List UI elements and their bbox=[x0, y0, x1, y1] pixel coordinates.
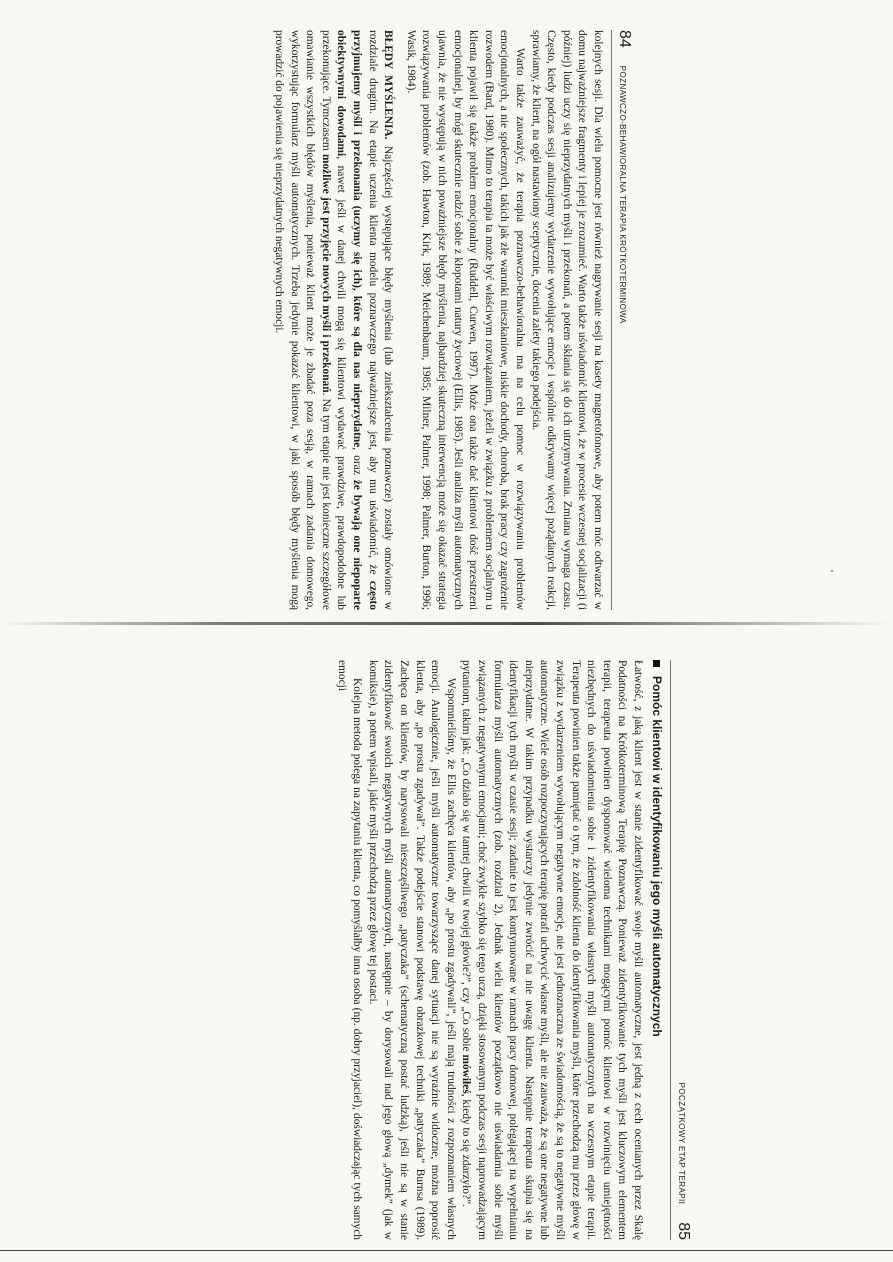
paragraph: kolejnych sesji. Dla wielu pomocne jest również nagrywanie sesji na kasety magnetofonowe, aby potem móc odtwarzać w domu najważniejsze fragmenty i lepiej je zrozumieć. Warto także uświadomić klientowi, że w procesie wczesnej socjalizacji (i później) ludzi uczy się nieprzydatnych myśli i przekonań, a potem skłania się do ich utrzymywania. Zmiana wymaga czasu. Często, kiedy podczas sesji analizujemy wydarzenie wywołujące emocje i wspólnie odkrywamy więcej pożądanych reakcji, sprawiamy, że klient, na ogół nastawiony sceptycznie, docenia zalety takiego podejścia. bbox=[529, 30, 604, 610]
scan-speck bbox=[831, 570, 833, 572]
text-run: . Na tym etapie nie jest konieczne szczegółowe omawianie wszystkich błędów myślenia, ponieważ klient może je zbadać poza sesją, w ramach zadania domowego, wykorzystując formularz myśli automatycznych. Trzeba jedynie pokazać klientowi, w jaki sposób błędy myślenia mogą prowadzić do pojawienia się nieprzydatnych negatywnych emocji. bbox=[273, 30, 332, 610]
page-body bbox=[333, 660, 664, 1240]
page-header bbox=[611, 30, 633, 610]
page-header bbox=[670, 660, 692, 1240]
bold-run: mówiłeś bbox=[460, 1054, 473, 1094]
section-title: Pomóc klientowi w identyfikowaniu jego myśli automatycznych bbox=[650, 676, 664, 1037]
scan-edge-line bbox=[0, 1250, 893, 1251]
text-run: Łatwość, z jaką klient jest w stanie zidentyfikować swoje myśli automatyczne, jest jedną z cech ocenianych przez Skalę Podatności na Krótkoterminową Terapię Poznawczą. Ponieważ zidentyfikowanie tych myśli jest kluczowym elementem terapii, terapeuta powinien dysponować wieloma technikami mogącymi pomóc klientowi w rozwinięciu umiejętności niezbędnych do uświadomienia sobie i zidentyfikowania własnych myśli automatycznych na wczesnym etapie terapii. Terapeuta powinien także pamiętać o tym, że zdolność klienta do identyfikowania myśli, które przechodzą mu przez głowę w związku z wydarzeniem wywołującym negatywne emocje, nie jest jednoznaczna ze świadomością, że są to negatywne myśli automatyczne. Wiele osób rozpoczynających terapię potrafi uchwycić własne myśli, ale nie zauważa, że są one negatywne lub nieprzydatne. W takim przypadku wystarczy jedynie zwrócić na nie uwagę klienta. Następnie terapeuta skupia się na identyfikacji tych myśli w czasie sesji; zadanie to jest kontynuowane w ramach pracy domowej, polegającej na wypełnianiu formularza myśli automatycznych (zob. rozdział 2). Jednak wielu klientów początkowo nie uświadamia sobie myśli związanych z negatywnymi emocjami; choć zwykle szybko się tego uczą, dzięki stosowanym podczas sesji naprowadzającym pytaniom, takim jak: „Co działo się w tamtej chwili w twojej głowie?”, czy „Co sobie bbox=[460, 660, 644, 1240]
bold-run: możliwe jest przyjęcie nowych myśli i przekonań bbox=[319, 153, 332, 393]
page-body bbox=[271, 30, 605, 610]
page-number: 85 bbox=[675, 1222, 692, 1240]
paragraph: Kolejna metoda polega na zapytaniu klienta, co pomyślałby inna osoba (np. dobry przyjaciel), doświadczając tych samych emocji bbox=[335, 660, 364, 1240]
page-number: 84 bbox=[616, 30, 633, 48]
errors-paragraph bbox=[271, 30, 396, 610]
text-run: , nawet jeśli w danej chwili mogą się klientowi wydawać prawdziwe, prawdopodobne lub przekonujące. Tymczasem bbox=[319, 30, 348, 611]
running-head: POCZĄTKOWY ETAP TERAPII bbox=[677, 1082, 686, 1205]
bullet-square-icon bbox=[653, 660, 660, 667]
page-85 bbox=[212, 660, 692, 1240]
paragraph: Warto także zauważyć, że terapia poznawczo-behawioralna ma na celu pomoc w rozwiązywaniu problemów emocjonalnych, a nie społecznych, takich jak złe warunki mieszkaniowe, niskie dochody, choroba, brak pracy czy zagrożenie rozwodem (Bard, 1980). Mimo to terapia ta może być właściwym rozwiązaniem, jeżeli w związku z problemem socjalnym u klienta pojawił się także problem emocjonalny (Ruddell, Curwen, 1997). Może ona także dać klientowi dość przestrzeni emocjonalnej, by mógł skutecznie radzić sobie z kłopotami natury życiowej (Ellis, 1985). Jeśli analiza myśli automatycznych ujawnia, że nie występują w nich poważniejsze błędy myślenia, najbardziej skuteczną interwencją może się okazać strategia rozwiązywania problemów (zob. Hawton, Kirk, 1989; Meichenbaum, 1985; Milner, Palmer, 1998; Palmer, Burton, 1996; Wasik, 1984). bbox=[404, 30, 527, 610]
section-heading bbox=[649, 660, 664, 1240]
running-head: POZNAWCZO-BEHAWIORALNA TERAPIA KRÓTKOTERMINOWA bbox=[618, 65, 627, 324]
text-run: Najczęściej występujące błędy myślenia (lub zniekształcenia poznawcze) zostały omówione w rozdziale drugim. Na etapie uczenia klienta modelu poznawczego najważniejsze jest, aby mu uświadomić, że bbox=[366, 30, 395, 610]
bold-run: często przyjmujemy myśli i przekonania (uczymy się ich), które są dla nas nieprzydatne bbox=[351, 30, 379, 610]
page-gutter-shadow bbox=[0, 622, 893, 625]
paragraph: Wspomnieliśmy, że Ellis zachęca klientów, aby „po prostu zgadywali”, jeśli mają trudności z rozpoznaniem własnych emocji. Analogicznie, jeśli myśli automatyczne towarzyszące danej sytuacji nie są wyraźnie widoczne, można poprosić klienta, aby „po prostu zgadywał”. Także podejście stanowi podstawę obrazkowej techniki „patyczaka” Burnsa (1989). Zachęca on klientów, by narysowali nieszczęśliwego „patyczaka” (schematyczną postać ludzką), jeśli nie są w stanie zidentyfikować swoich negatywnych myśli automatycznych, następnie – by dorysowali nad jego głową „dymek” (jak w komiksie), a potem wpisali, jakie myśli przechodzą przez głowę tej postaci. bbox=[366, 660, 457, 1240]
page-84 bbox=[153, 30, 633, 610]
text-run: , oraz bbox=[351, 447, 364, 480]
section-label: BŁĘDY MYŚLENIA. bbox=[382, 30, 395, 140]
paragraph bbox=[458, 660, 645, 1240]
bold-run: że bywają one niepoparte obiektywnymi dowodami bbox=[335, 30, 364, 610]
text-run: , kiedy to się zdarzyło?”. bbox=[460, 1093, 473, 1207]
